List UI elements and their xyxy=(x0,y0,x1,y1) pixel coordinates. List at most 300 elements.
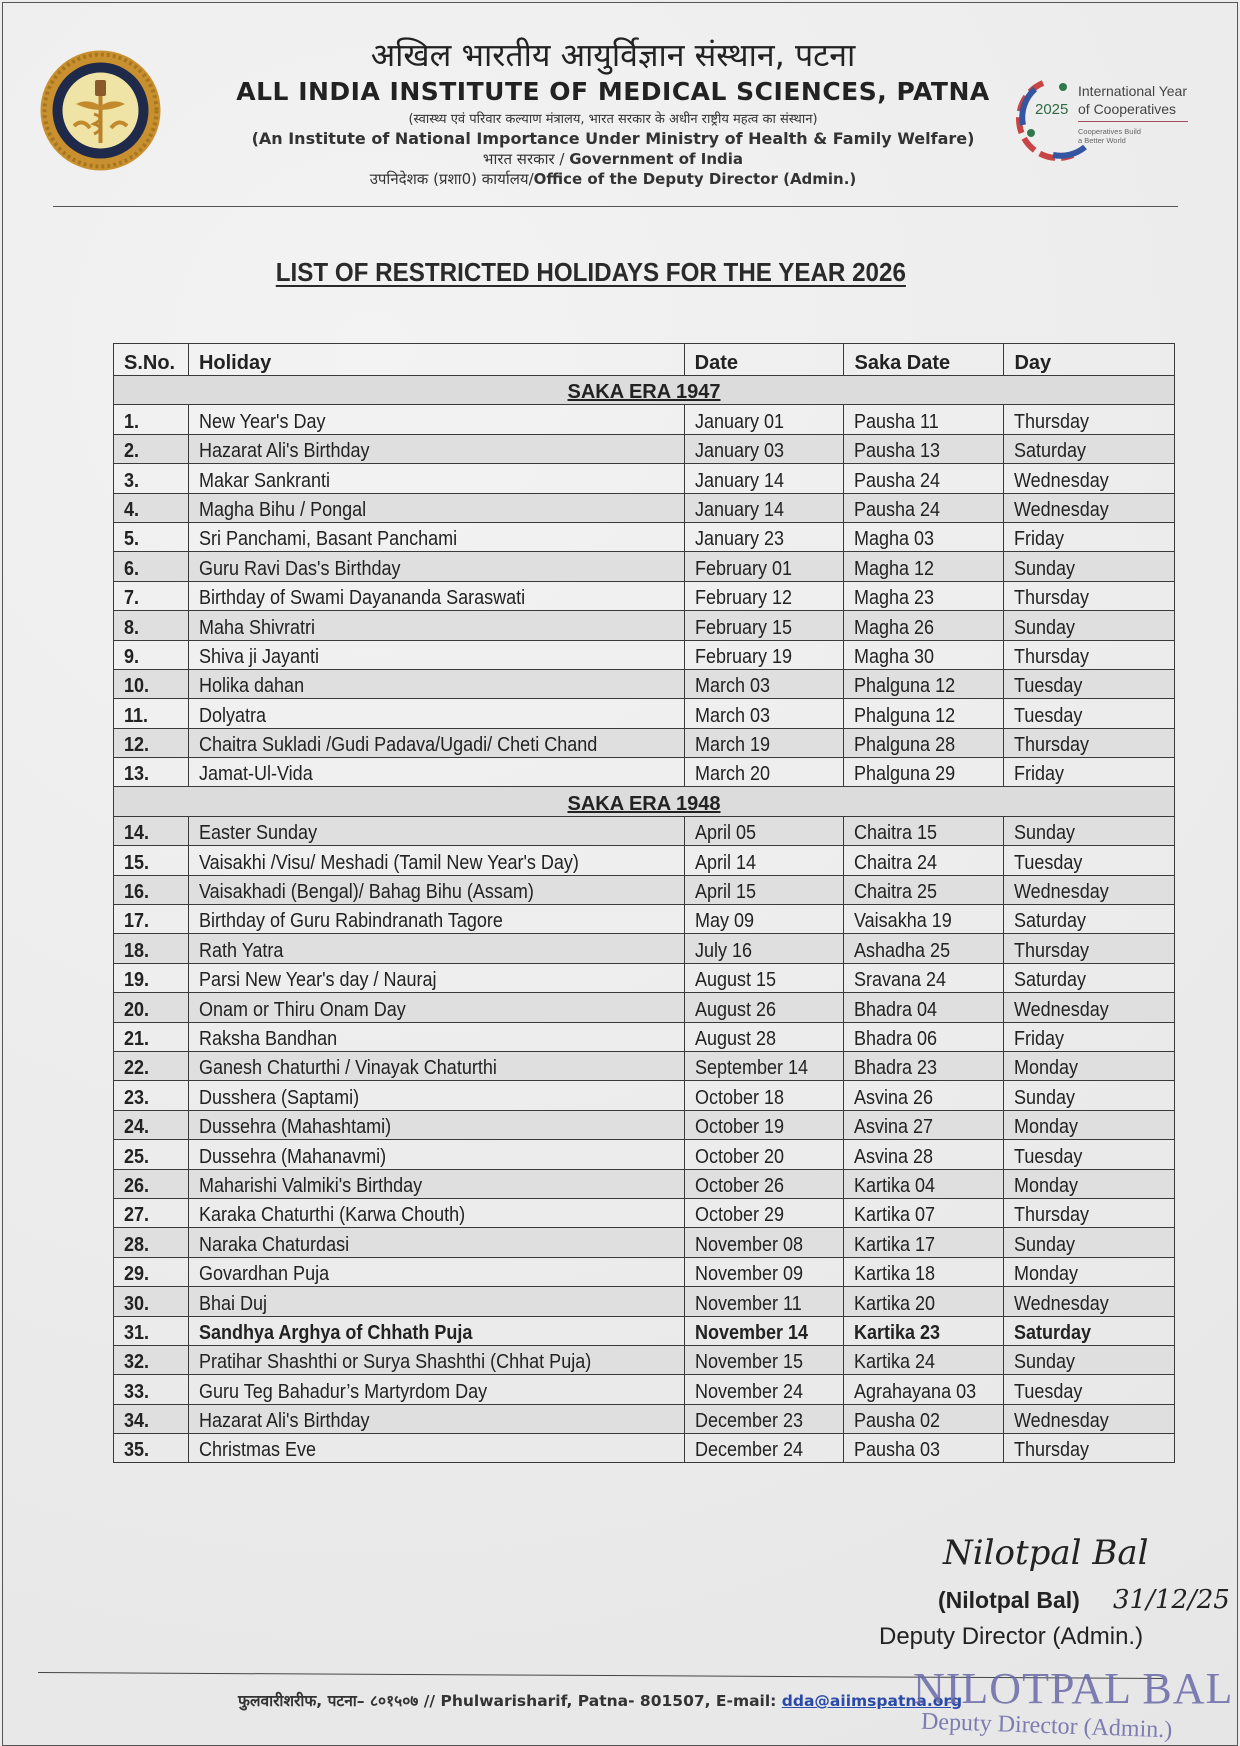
cell-holiday-text: Vaisakhadi (Bengal)/ Bahag Bihu (Assam) xyxy=(198,881,534,904)
cell-saka-date xyxy=(844,1316,1004,1345)
cell-date-text: November 11 xyxy=(694,1292,802,1315)
cell-saka-date-text: Kartika 23 xyxy=(854,1321,941,1344)
cell-day xyxy=(1004,758,1175,787)
cell-sno-text: 34. xyxy=(124,1410,150,1433)
cell-saka-date xyxy=(844,1375,1004,1404)
cell-date-text: January 23 xyxy=(694,528,784,551)
cell-date xyxy=(684,1051,844,1080)
table-row xyxy=(114,640,1175,669)
table-row xyxy=(114,1198,1175,1227)
cell-date-text: November 14 xyxy=(694,1321,808,1344)
cell-saka-date-text: Kartika 17 xyxy=(854,1233,936,1256)
cell-saka-date-text: Asvina 27 xyxy=(854,1116,934,1139)
cell-sno-text: 29. xyxy=(124,1263,150,1286)
cell-day xyxy=(1004,699,1175,728)
cell-saka-date xyxy=(844,1140,1004,1169)
cell-saka-date-text: Pausha 03 xyxy=(854,1439,941,1462)
cell-holiday xyxy=(188,758,684,787)
official-stamp-name: NILOTPAL BAL xyxy=(913,1664,1234,1713)
cell-day-text: Wednesday xyxy=(1014,1292,1110,1315)
cell-saka-date xyxy=(844,728,1004,757)
cell-date-text: April 15 xyxy=(694,881,756,904)
signatory-name: (Nilotpal Bal) xyxy=(938,1587,1080,1613)
cell-date-text: March 03 xyxy=(694,675,770,698)
cell-day xyxy=(1004,1257,1175,1286)
cell-saka-date-text: Bhadra 23 xyxy=(854,1057,938,1080)
cell-holiday xyxy=(188,1022,684,1051)
cell-sno xyxy=(114,1434,189,1463)
cell-holiday-text: Makar Sankranti xyxy=(198,469,331,492)
cell-saka-date-text: Phalguna 12 xyxy=(854,675,956,698)
cell-holiday-text: Naraka Chaturdasi xyxy=(198,1233,350,1256)
cell-date-text: February 19 xyxy=(694,645,792,668)
cell-date xyxy=(684,934,844,963)
cell-saka-date xyxy=(844,1198,1004,1227)
cell-date xyxy=(684,1404,844,1433)
cell-day xyxy=(1004,434,1175,463)
cell-sno xyxy=(114,1316,189,1345)
cell-saka-date-text: Kartika 24 xyxy=(854,1351,936,1374)
cell-day-text: Thursday xyxy=(1014,939,1090,962)
cell-saka-date-text: Bhadra 06 xyxy=(854,1027,938,1050)
cell-date xyxy=(684,464,844,493)
cell-saka-date xyxy=(844,699,1004,728)
table-row xyxy=(114,1434,1175,1463)
cell-holiday xyxy=(188,1169,684,1198)
cell-holiday-text: Shiva ji Jayanti xyxy=(198,645,320,668)
cell-date-text: October 20 xyxy=(694,1145,784,1168)
iyc-tagline2: a Better World xyxy=(1078,136,1126,145)
saka-era-label: SAKA ERA 1948 xyxy=(567,792,721,815)
cell-date xyxy=(684,1169,844,1198)
table-row xyxy=(114,699,1175,728)
cell-holiday xyxy=(188,405,684,434)
cell-date xyxy=(684,434,844,463)
cell-date-text: November 15 xyxy=(694,1351,803,1374)
iyc-line2: of Cooperatives xyxy=(1078,101,1177,117)
cell-date xyxy=(684,758,844,787)
cell-holiday-text: Chaitra Sukladi /Gudi Padava/Ugadi/ Cheti Chand xyxy=(198,734,598,757)
table-row xyxy=(114,758,1175,787)
cell-day-text: Monday xyxy=(1014,1263,1079,1286)
cell-date xyxy=(684,611,844,640)
cell-saka-date xyxy=(844,1404,1004,1433)
table-header-row xyxy=(114,344,1175,376)
iyc-year: 2025 xyxy=(1035,101,1069,118)
cell-date xyxy=(684,846,844,875)
cell-day xyxy=(1004,1081,1175,1110)
cell-saka-date-text: Sravana 24 xyxy=(854,969,947,992)
column-header-holiday: Holiday xyxy=(188,344,684,376)
table-row xyxy=(114,611,1175,640)
cell-saka-date-text: Kartika 18 xyxy=(854,1263,936,1286)
cell-holiday xyxy=(188,905,684,934)
cell-day xyxy=(1004,1169,1175,1198)
cell-day-text: Thursday xyxy=(1014,1439,1090,1462)
table-row xyxy=(114,1287,1175,1316)
cell-date xyxy=(684,728,844,757)
table-row xyxy=(114,1022,1175,1051)
table-row xyxy=(114,728,1175,757)
cell-day xyxy=(1004,405,1175,434)
cell-sno xyxy=(114,405,189,434)
footer-address xyxy=(238,1689,962,1711)
cell-saka-date xyxy=(844,434,1004,463)
cell-sno xyxy=(114,1140,189,1169)
cell-date xyxy=(684,1316,844,1345)
iyc-divider xyxy=(1078,121,1188,122)
cell-holiday-text: Guru Ravi Das's Birthday xyxy=(198,557,401,580)
cell-saka-date xyxy=(844,963,1004,992)
cell-date xyxy=(684,552,844,581)
cell-day-text: Tuesday xyxy=(1014,1380,1083,1403)
cell-holiday-text: Christmas Eve xyxy=(198,1439,316,1462)
cell-holiday xyxy=(188,875,684,904)
cell-saka-date xyxy=(844,934,1004,963)
cell-date xyxy=(684,1022,844,1051)
cell-sno xyxy=(114,934,189,963)
table-row xyxy=(114,522,1175,551)
table-row xyxy=(114,1404,1175,1433)
cell-day-text: Friday xyxy=(1014,763,1065,786)
table-row xyxy=(114,1081,1175,1110)
office-line xyxy=(203,169,1023,189)
cell-day xyxy=(1004,464,1175,493)
cell-day-text: Thursday xyxy=(1014,410,1090,433)
cell-date-text: February 15 xyxy=(694,616,792,639)
cell-holiday-text: Hazarat Ali's Birthday xyxy=(198,1410,370,1433)
handwritten-signature: Nilotpal Bal xyxy=(943,1533,1149,1573)
cell-sno-text: 2. xyxy=(124,440,140,463)
cell-holiday xyxy=(188,493,684,522)
cell-holiday-text: Maharishi Valmiki's Birthday xyxy=(198,1174,423,1197)
cell-day xyxy=(1004,1140,1175,1169)
cell-day-text: Sunday xyxy=(1014,557,1076,580)
cell-date-text: November 08 xyxy=(694,1233,803,1256)
cell-day xyxy=(1004,1110,1175,1139)
cell-date-text: February 12 xyxy=(694,587,792,610)
cell-holiday xyxy=(188,699,684,728)
cell-sno-text: 9. xyxy=(124,645,140,668)
footer-separator: // xyxy=(418,1692,441,1710)
cell-holiday-text: Bhai Duj xyxy=(198,1292,268,1315)
cell-sno xyxy=(114,1022,189,1051)
table-row xyxy=(114,581,1175,610)
cell-holiday xyxy=(188,1316,684,1345)
cell-saka-date xyxy=(844,1169,1004,1198)
cell-date xyxy=(684,1228,844,1257)
cell-sno-text: 4. xyxy=(124,498,140,521)
section-header-cell xyxy=(114,787,1175,816)
table-row xyxy=(114,1257,1175,1286)
cell-holiday xyxy=(188,846,684,875)
cell-sno xyxy=(114,640,189,669)
cell-day-text: Tuesday xyxy=(1014,1145,1083,1168)
cell-sno xyxy=(114,1198,189,1227)
cell-day-text: Sunday xyxy=(1014,1351,1076,1374)
cell-day xyxy=(1004,934,1175,963)
cell-day xyxy=(1004,846,1175,875)
column-header-date: Date xyxy=(684,344,844,376)
cell-sno-text: 25. xyxy=(124,1145,150,1168)
table-row xyxy=(114,816,1175,845)
section-header-row xyxy=(114,376,1175,405)
cell-holiday-text: Birthday of Swami Dayananda Saraswati xyxy=(198,587,526,610)
signature-date: 31/12/25 xyxy=(1113,1585,1230,1615)
table-row xyxy=(114,905,1175,934)
section-header-cell xyxy=(114,376,1175,405)
cell-holiday-text: Raksha Bandhan xyxy=(198,1027,338,1050)
cell-day-text: Monday xyxy=(1014,1057,1079,1080)
cell-date xyxy=(684,1375,844,1404)
cell-sno-text: 12. xyxy=(124,734,150,757)
table-row xyxy=(114,963,1175,992)
cell-saka-date-text: Chaitra 15 xyxy=(854,822,938,845)
cell-date-text: January 01 xyxy=(694,410,784,433)
cell-date xyxy=(684,699,844,728)
cell-date-text: December 23 xyxy=(694,1410,803,1433)
cell-saka-date-text: Magha 23 xyxy=(854,587,935,610)
cell-saka-date-text: Vaisakha 19 xyxy=(854,910,953,933)
cell-date xyxy=(684,816,844,845)
cell-saka-date xyxy=(844,1257,1004,1286)
cell-saka-date-text: Magha 12 xyxy=(854,557,935,580)
document-title: LIST OF RESTRICTED HOLIDAYS FOR THE YEAR 2026 xyxy=(275,257,906,287)
cell-sno-text: 5. xyxy=(124,528,140,551)
footer-hindi-address: फुलवारीशरीफ, पटना– ८०१५०७ xyxy=(238,1692,419,1710)
cell-saka-date xyxy=(844,846,1004,875)
table-row xyxy=(114,552,1175,581)
cell-holiday xyxy=(188,816,684,845)
cell-date-text: August 26 xyxy=(694,998,776,1021)
cell-day-text: Friday xyxy=(1014,1027,1065,1050)
cell-holiday xyxy=(188,1228,684,1257)
cell-day xyxy=(1004,1404,1175,1433)
cell-holiday-text: Maha Shivratri xyxy=(198,616,316,639)
cell-holiday xyxy=(188,669,684,698)
cell-saka-date xyxy=(844,1081,1004,1110)
cell-date xyxy=(684,875,844,904)
cell-date xyxy=(684,1434,844,1463)
cell-day-text: Tuesday xyxy=(1014,851,1083,874)
cell-holiday-text: Dussehra (Mahashtami) xyxy=(198,1116,392,1139)
cell-sno xyxy=(114,434,189,463)
cell-day xyxy=(1004,611,1175,640)
cell-day xyxy=(1004,1051,1175,1080)
cell-sno-text: 3. xyxy=(124,469,140,492)
cell-day-text: Saturday xyxy=(1014,440,1087,463)
cell-sno-text: 16. xyxy=(124,881,150,904)
cell-holiday xyxy=(188,581,684,610)
iyc-line1: International Year xyxy=(1078,83,1187,99)
cell-date-text: September 14 xyxy=(694,1057,808,1080)
cell-holiday xyxy=(188,522,684,551)
cell-saka-date-text: Agrahayana 03 xyxy=(854,1380,977,1403)
cell-saka-date-text: Phalguna 29 xyxy=(854,763,956,786)
header-divider xyxy=(53,206,1178,207)
cell-sno xyxy=(114,1345,189,1374)
institute-subtitle-hindi: (स्वास्थ्य एवं परिवार कल्याण मंत्रालय, भारत सरकार के अधीन राष्ट्रीय महत्व का संस्थान) xyxy=(408,112,818,127)
cell-sno-text: 21. xyxy=(124,1027,150,1050)
cell-day-text: Monday xyxy=(1014,1174,1079,1197)
cell-sno xyxy=(114,1051,189,1080)
cell-holiday-text: Hazarat Ali's Birthday xyxy=(198,440,370,463)
cell-date-text: January 14 xyxy=(694,469,784,492)
saka-era-label: SAKA ERA 1947 xyxy=(567,381,721,404)
signatory-designation: Deputy Director (Admin.) xyxy=(879,1623,1144,1650)
cell-holiday-text: Sri Panchami, Basant Panchami xyxy=(198,528,458,551)
column-header-day: Day xyxy=(1004,344,1175,376)
cell-date xyxy=(684,1287,844,1316)
cell-sno xyxy=(114,758,189,787)
cell-sno-text: 18. xyxy=(124,939,150,962)
cell-sno-text: 8. xyxy=(124,616,140,639)
cell-date-text: October 19 xyxy=(694,1116,784,1139)
cell-day xyxy=(1004,1287,1175,1316)
cell-saka-date xyxy=(844,522,1004,551)
cell-sno xyxy=(114,1257,189,1286)
cell-saka-date xyxy=(844,493,1004,522)
cell-saka-date-text: Magha 03 xyxy=(854,528,935,551)
cell-day xyxy=(1004,1022,1175,1051)
table-row xyxy=(114,434,1175,463)
cell-holiday-text: New Year's Day xyxy=(198,410,326,433)
cell-saka-date xyxy=(844,464,1004,493)
cell-sno xyxy=(114,464,189,493)
institute-name-english: ALL INDIA INSTITUTE OF MEDICAL SCIENCES, PATNA xyxy=(236,77,990,106)
cell-saka-date-text: Bhadra 04 xyxy=(854,998,938,1021)
cell-sno xyxy=(114,963,189,992)
cell-day xyxy=(1004,640,1175,669)
cell-date-text: February 01 xyxy=(694,557,792,580)
cell-saka-date xyxy=(844,581,1004,610)
cell-sno xyxy=(114,846,189,875)
table-row xyxy=(114,1140,1175,1169)
cell-day-text: Wednesday xyxy=(1014,498,1110,521)
cell-saka-date-text: Kartika 20 xyxy=(854,1292,936,1315)
cell-sno-text: 10. xyxy=(124,675,150,698)
cell-holiday xyxy=(188,1051,684,1080)
cell-sno-text: 31. xyxy=(124,1321,150,1344)
cell-date xyxy=(684,905,844,934)
cell-saka-date-text: Chaitra 25 xyxy=(854,881,938,904)
table-row xyxy=(114,493,1175,522)
cell-holiday-text: Holika dahan xyxy=(198,675,305,698)
cell-date-text: January 03 xyxy=(694,440,784,463)
cell-saka-date-text: Chaitra 24 xyxy=(854,851,938,874)
cell-holiday xyxy=(188,1257,684,1286)
cell-saka-date xyxy=(844,905,1004,934)
cell-saka-date xyxy=(844,1228,1004,1257)
section-header-row xyxy=(114,787,1175,816)
cell-sno xyxy=(114,522,189,551)
cell-saka-date-text: Asvina 26 xyxy=(854,1086,934,1109)
table-row xyxy=(114,1345,1175,1374)
cell-date xyxy=(684,669,844,698)
cell-sno xyxy=(114,699,189,728)
cell-sno xyxy=(114,493,189,522)
cell-date-text: April 05 xyxy=(694,822,756,845)
cell-holiday xyxy=(188,1287,684,1316)
cell-day xyxy=(1004,993,1175,1022)
cell-holiday xyxy=(188,1198,684,1227)
cell-day xyxy=(1004,522,1175,551)
cell-saka-date xyxy=(844,1051,1004,1080)
cell-day xyxy=(1004,963,1175,992)
cell-sno xyxy=(114,993,189,1022)
table-row xyxy=(114,1051,1175,1080)
cell-holiday-text: Onam or Thiru Onam Day xyxy=(198,998,406,1021)
table-row xyxy=(114,846,1175,875)
cell-day-text: Thursday xyxy=(1014,645,1090,668)
cell-sno-text: 32. xyxy=(124,1351,150,1374)
cell-date xyxy=(684,993,844,1022)
cell-date xyxy=(684,1257,844,1286)
cell-date xyxy=(684,1081,844,1110)
institute-name-hindi: अखिल भारतीय आयुर्विज्ञान संस्थान, पटना xyxy=(370,36,856,74)
cell-saka-date-text: Pausha 02 xyxy=(854,1410,941,1433)
cell-date-text: January 14 xyxy=(694,498,784,521)
gov-english: Government of India xyxy=(569,150,744,168)
cell-saka-date xyxy=(844,1345,1004,1374)
cell-holiday-text: Sandhya Arghya of Chhath Puja xyxy=(198,1321,473,1344)
cell-sno-text: 14. xyxy=(124,822,150,845)
document-page xyxy=(2,2,1238,1746)
cell-day xyxy=(1004,1434,1175,1463)
cell-sno-text: 35. xyxy=(124,1439,150,1462)
cell-sno-text: 26. xyxy=(124,1174,150,1197)
cell-holiday xyxy=(188,1434,684,1463)
cell-day-text: Wednesday xyxy=(1014,469,1110,492)
cell-day-text: Sunday xyxy=(1014,1086,1076,1109)
cell-day-text: Wednesday xyxy=(1014,881,1110,904)
footer-email-link[interactable]: dda@aiimspatna.org xyxy=(781,1692,963,1710)
institute-subtitle-english: (An Institute of National Importance Under Ministry of Health & Family Welfare) xyxy=(251,129,975,148)
cell-sno-text: 22. xyxy=(124,1057,150,1080)
cell-sno-text: 15. xyxy=(124,851,150,874)
cell-day-text: Sunday xyxy=(1014,1233,1076,1256)
cell-date-text: May 09 xyxy=(694,910,754,933)
cell-day-text: Tuesday xyxy=(1014,704,1083,727)
cell-holiday-text: Govardhan Puja xyxy=(198,1263,330,1286)
cell-day xyxy=(1004,1198,1175,1227)
table-body xyxy=(114,376,1175,1463)
cell-date xyxy=(684,1198,844,1227)
cell-date xyxy=(684,640,844,669)
cell-date-text: October 29 xyxy=(694,1204,784,1227)
table-row xyxy=(114,875,1175,904)
cell-sno xyxy=(114,552,189,581)
cell-date xyxy=(684,1345,844,1374)
cell-day xyxy=(1004,905,1175,934)
international-year-of-cooperatives-logo xyxy=(1013,75,1203,165)
cell-holiday xyxy=(188,963,684,992)
cell-day-text: Thursday xyxy=(1014,734,1090,757)
cell-holiday-text: Jamat-Ul-Vida xyxy=(198,763,313,786)
cell-date xyxy=(684,522,844,551)
cell-date-text: November 24 xyxy=(694,1380,803,1403)
cell-saka-date-text: Pausha 11 xyxy=(854,410,940,433)
cell-holiday-text: Guru Teg Bahadur’s Martyrdom Day xyxy=(198,1380,488,1403)
cell-sno-text: 20. xyxy=(124,998,150,1021)
cell-sno-text: 24. xyxy=(124,1116,150,1139)
cell-saka-date-text: Pausha 13 xyxy=(854,440,941,463)
cell-sno xyxy=(114,669,189,698)
cell-date xyxy=(684,1110,844,1139)
cell-saka-date-text: Ashadha 25 xyxy=(854,939,951,962)
holidays-table xyxy=(113,343,1175,1463)
cell-sno-text: 30. xyxy=(124,1292,150,1315)
